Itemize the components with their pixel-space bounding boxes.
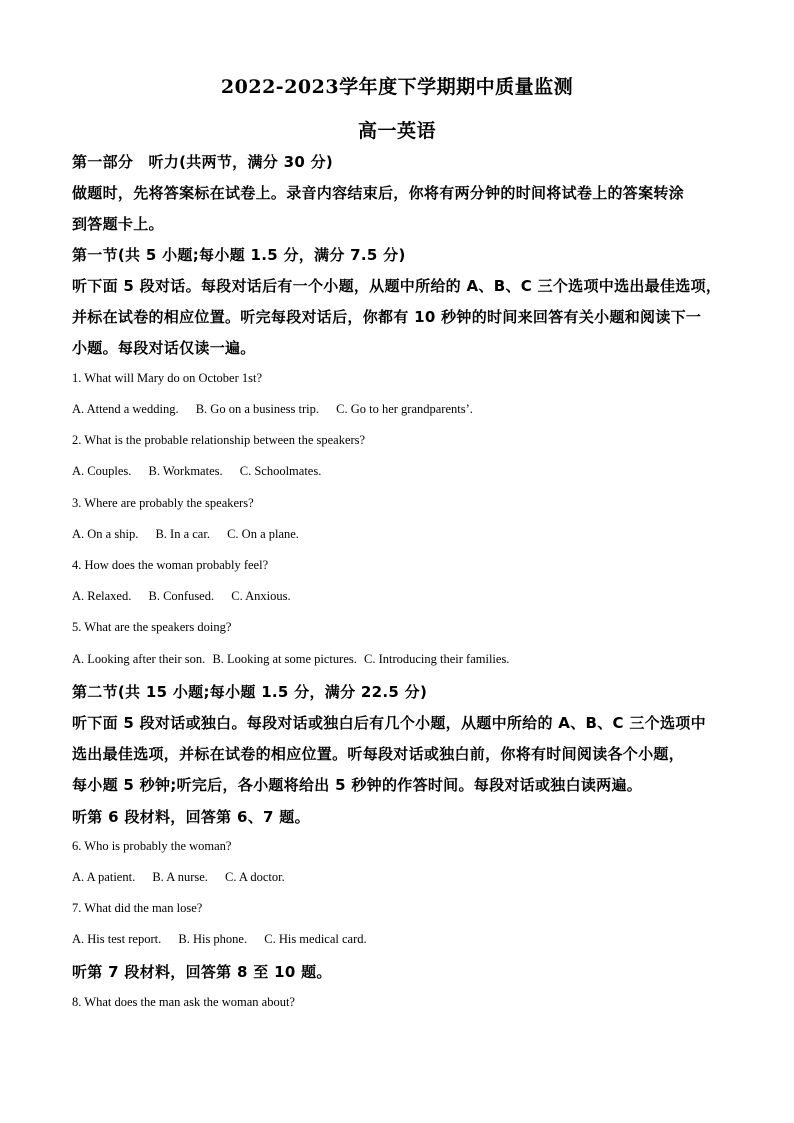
- option-a: A. His test report.: [72, 932, 162, 946]
- option-c: C. His medical card.: [264, 932, 367, 946]
- option-b: B. Confused.: [148, 589, 215, 603]
- section2-instruction-line2: 选出最佳选项，并标在试卷的相应位置。听每段对话或独白前，你将有时间阅读各个小题，: [72, 745, 685, 763]
- question-6-options: [72, 870, 724, 885]
- option-b: B. His phone.: [178, 932, 248, 946]
- question-3-options: [72, 527, 724, 542]
- option-c: C. On a plane.: [227, 527, 299, 541]
- question-3: 3. Where are probably the speakers?: [72, 496, 254, 510]
- section1-instruction-line1: 听下面 5 段对话。每段对话后有一个小题，从题中所给的 A、B、C 三个选项中选出最佳选项，: [72, 277, 722, 295]
- option-a: A. A patient.: [72, 870, 136, 884]
- part1-instruction-line2: 到答题卡上。: [72, 215, 164, 233]
- question-2: 2. What is the probable relationship between the speakers?: [72, 433, 366, 447]
- option-c: C. Schoolmates.: [239, 464, 322, 478]
- option-b: B. Looking at some pictures.: [212, 652, 357, 666]
- section1-heading: 第一节(共 5 小题;每小题 1.5 分，满分 7.5 分): [72, 246, 406, 264]
- option-c: C. A doctor.: [225, 870, 285, 884]
- question-1: 1. What will Mary do on October 1st?: [72, 371, 263, 385]
- question-4-options: [72, 589, 724, 604]
- option-a: A. Looking after their son.: [72, 652, 206, 666]
- option-c: C. Anxious.: [231, 589, 291, 603]
- option-b: B. A nurse.: [152, 870, 208, 884]
- section1-instruction-line2: 并标在试卷的相应位置。听完每段对话后，你都有 10 秒钟的时间来回答有关小题和阅读下一: [72, 308, 702, 326]
- group6-heading: 听第 6 段材料，回答第 6、7 题。: [72, 808, 310, 826]
- question-2-options: [72, 464, 724, 479]
- option-a: A. On a ship.: [72, 527, 139, 541]
- exam-subject: 高一英语: [357, 120, 436, 142]
- option-b: B. Workmates.: [148, 464, 223, 478]
- option-c: C. Introducing their families.: [363, 652, 510, 666]
- option-b: B. In a car.: [155, 527, 210, 541]
- part1-heading: 第一部分 听力(共两节，满分 30 分): [72, 153, 334, 171]
- option-c: C. Go to her grandparents’.: [336, 402, 473, 416]
- question-6: 6. Who is probably the woman?: [72, 839, 232, 853]
- question-4: 4. How does the woman probably feel?: [72, 558, 269, 572]
- section1-instruction-line3: 小题。每段对话仅读一遍。: [72, 339, 256, 357]
- question-5: 5. What are the speakers doing?: [72, 620, 232, 634]
- option-b: B. Go on a business trip.: [195, 402, 319, 416]
- option-a: A. Attend a wedding.: [72, 402, 179, 416]
- section2-instruction-line1: 听下面 5 段对话或独白。每段对话或独白后有几个小题，从题中所给的 A、B、C 三个选项中: [72, 714, 706, 732]
- option-a: A. Couples.: [72, 464, 132, 478]
- question-7: 7. What did the man lose?: [72, 901, 203, 915]
- question-7-options: [72, 932, 724, 947]
- question-5-options: [72, 652, 724, 667]
- question-8: 8. What does the man ask the woman about?: [72, 995, 295, 1009]
- group7-heading: 听第 7 段材料，回答第 8 至 10 题。: [72, 963, 332, 981]
- part1-instruction-line1: 做题时，先将答案标在试卷上。录音内容结束后，你将有两分钟的时间将试卷上的答案转涂: [72, 184, 685, 202]
- section2-heading: 第二节(共 15 小题;每小题 1.5 分，满分 22.5 分): [72, 683, 428, 701]
- exam-title: 2022-2023学年度下学期期中质量监测: [220, 76, 574, 98]
- option-a: A. Relaxed.: [72, 589, 132, 603]
- question-1-options: [72, 402, 724, 417]
- section2-instruction-line3: 每小题 5 秒钟;听完后，各小题将给出 5 秒钟的作答时间。每段对话或独白读两遍。: [72, 776, 643, 794]
